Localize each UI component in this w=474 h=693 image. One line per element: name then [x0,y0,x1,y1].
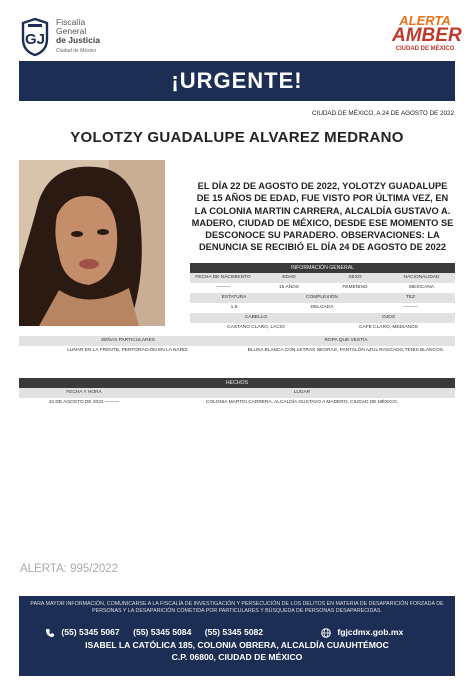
alert-number: ALERTA: 995/2022 [20,563,119,575]
header-build: COMPLEXIÓN [306,295,338,300]
value-height: 1.5 [230,305,238,310]
general-info-value-row-1 [190,283,455,293]
value-place: COLONIA MARTIN CARRERA, ALCALDÍA GUSTAVO A MADERO, CIUDAD DE MÉXICO, [205,400,399,405]
value-hair: CASTAÑO CLARO, LACIO [227,325,285,330]
header-nationality: NACIONALIDAD [403,275,440,280]
value-date-time: 22 DE AGOSTO DE 2022 ——— [48,400,120,405]
header-eyes: OJOS [381,315,396,320]
header-height: ESTATURA [221,295,247,300]
globe-icon [321,628,331,638]
value-marks: LUNAR EN LA FRENTE, PERFORACIÓN EN LA NARIZ. [67,348,189,353]
header-hair: CABELLO [244,315,268,320]
general-info-table [190,263,455,333]
phone-3[interactable]: (55) 5345 5082 [204,627,264,637]
marks-header-row [19,336,455,346]
urgent-banner: ¡URGENTE! [19,61,455,101]
alerta-amber-logo [392,13,462,60]
person-photo [19,160,165,326]
header-birth: FECHA DE NACIMIENTO [195,275,251,280]
website [321,627,403,638]
person-name: YOLOTZY GUADALUPE ALVAREZ MEDRANO [70,129,404,146]
value-age: 15 AÑOS [279,285,299,290]
contact-footer [19,596,455,676]
org-line-2: General [56,26,87,36]
general-info-value-row-2 [190,303,455,313]
value-skin: ——— [403,305,418,310]
date-line: CIUDAD DE MÉXICO, A 24 DE AGOSTO DE 2022 [312,110,454,117]
value-build: DELGADA [310,305,334,310]
value-nationality: MEXICANA [408,285,435,290]
facts-table [19,378,455,408]
value-eyes: CAFE CLARO, MEDIANOS [359,325,418,330]
phone-1[interactable]: (55) 5345 5067 [61,627,120,637]
header-age: EDAD [282,275,296,280]
value-birth: ——— [215,285,231,290]
phone-list [45,627,274,638]
website-link[interactable]: fgjcdmx.gob.mx [337,627,404,637]
phone-icon [45,628,55,638]
value-clothes: BLUSA BLANCA CON LETRAS NEGRAS, PANTALÓN AZUL RASGADO,TENIS BLANCOS. [247,348,445,353]
amber-line-3: CIUDAD DE MÉXICO [395,46,455,52]
general-info-value-row-3 [190,323,455,333]
org-city: Ciudad de México [56,48,97,54]
amber-line-1: ALERTA [399,13,451,28]
general-info-header-row-3 [190,313,455,323]
svg-text:GJ: GJ [24,31,46,48]
facts-value-row [19,398,455,408]
header-skin: TEZ [405,295,416,300]
fgj-emblem-icon [20,17,50,57]
general-info-header-row-1 [190,273,455,283]
fgj-logo [20,17,140,59]
address [19,639,455,663]
header-date-time: FECHA Y HORA [66,390,102,395]
facts-header-row [19,388,455,398]
marks-table [19,336,455,356]
header-marks: SEÑAS PARTICULARES [101,338,155,343]
footer-note: PARA MAYOR INFORMACIÓN, COMUNICARSE A LA FISCALÍA DE INVESTIGACIÓN Y PERSECUCIÓN DE LOS DELITOS EN MATERIA DE DESAPARICIÓN FORZADA DE PERSONAS Y LA DESAPARICIÓN COMETIDA POR PARTICULARES Y BÚSQUEDA DE PERSONAS DESAPARECIDAS. [30,601,444,614]
org-line-3: de Justicia [56,35,100,45]
marks-value-row [19,346,455,356]
address-line-2: C.P. 06800, CIUDAD DE MÉXICO [171,652,303,662]
facts-title: HECHOS [19,378,455,388]
value-sex: FEMENINO [342,285,368,290]
header-place: LUGAR [293,390,311,395]
general-info-title: INFORMACIÓN GENERAL [190,263,455,273]
general-info-header-row-2 [190,293,455,303]
case-description: EL DÍA 22 DE AGOSTO DE 2022, YOLOTZY GUADALUPE DE 15 AÑOS DE EDAD, FUE VISTO POR ÚLTIMA VEZ, EN LA COLONIA MARTIN CARRERA, ALCALDÍA GUSTAVO A. MADERO, CIUDAD DE MÉXICO, DESDE ESE MOMENTO SE DESCONOCE SU PARADERO. OBSERVACIONES: LA DENUNCIA SE RECIBIÓ EL DÍA 24 DE AGOSTO DE 2022 [191,181,454,253]
org-line-1: Fiscalía [56,17,86,27]
portrait-image [19,160,165,326]
header-clothes: ROPA QUE VESTÍA [324,338,368,343]
address-line-1: ISABEL LA CATÓLICA 185, COLONIA OBRERA, ALCALDÍA CUAUHTÉMOC [85,640,389,650]
amber-line-2: AMBER [392,25,462,46]
header-sex: SEXO [348,275,362,280]
phone-2[interactable]: (55) 5345 5084 [133,627,192,637]
